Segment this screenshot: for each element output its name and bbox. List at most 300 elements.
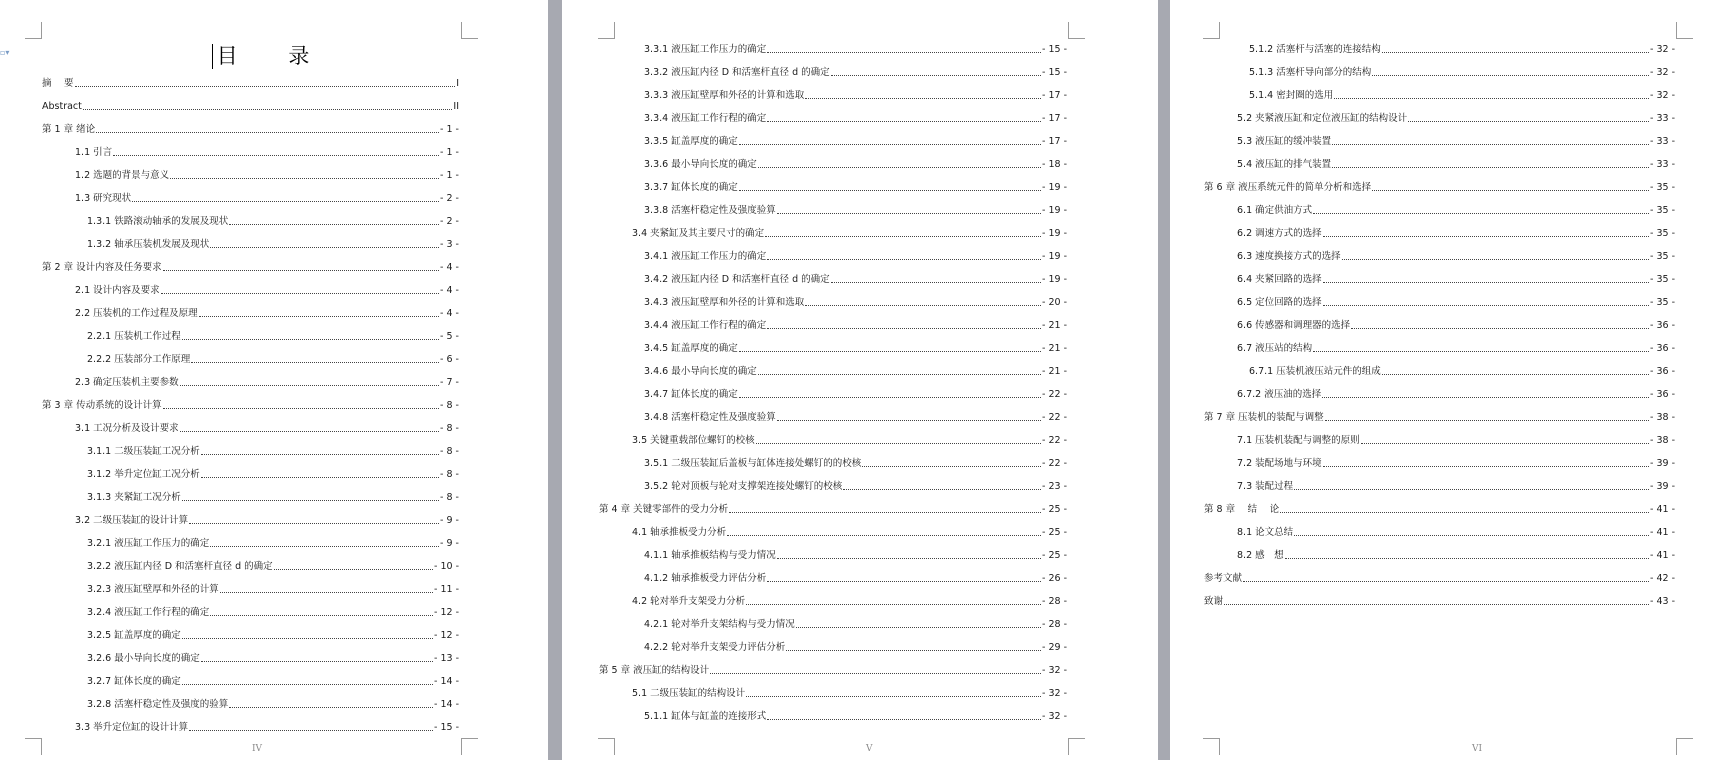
toc-dot-leader <box>831 282 1041 283</box>
toc-dot-leader <box>1372 75 1649 76</box>
toc-entry-title: 2.1 设计内容及要求 <box>75 285 160 296</box>
toc-entry-page: - 39 - <box>1650 481 1675 492</box>
toc-entry[interactable] <box>1237 318 1675 332</box>
margin-corner-mark <box>1676 738 1693 755</box>
toc-entry[interactable] <box>644 180 1067 194</box>
toc-dot-leader <box>83 109 453 110</box>
toc-entry-title: 3.4.1 液压缸工作压力的确定 <box>644 251 767 262</box>
margin-corner-mark <box>461 738 478 755</box>
toc-dot-leader <box>805 305 1041 306</box>
toc-dot-leader <box>182 684 433 685</box>
toc-entry[interactable] <box>599 502 1067 516</box>
toc-entry-title: 5.1 二级压装缸的结构设计 <box>632 688 746 699</box>
text-cursor <box>212 44 213 69</box>
toc-dot-leader <box>189 730 433 731</box>
toc-entry-title: 第 1 章 绪论 <box>42 124 96 135</box>
toc-entry-page: - 4 - <box>440 262 459 273</box>
toc-entry-page: - 35 - <box>1650 205 1675 216</box>
toc-entry-title: 致谢 <box>1204 596 1224 607</box>
toc-dot-leader <box>210 546 439 547</box>
toc-dot-leader <box>767 328 1041 329</box>
toc-dot-leader <box>796 627 1041 628</box>
toc-dot-leader <box>1294 535 1649 536</box>
toc-entry[interactable] <box>87 467 459 481</box>
toc-entry-title: 3.1.1 二级压装缸工况分析 <box>87 446 200 457</box>
toc-entry-title: 1.3.2 轴承压装机发展及现状 <box>87 239 210 250</box>
toc-entry[interactable] <box>87 237 459 251</box>
toc-entry-page: - 21 - <box>1042 366 1067 377</box>
toc-dot-leader <box>739 190 1041 191</box>
toc-entry-page: - 18 - <box>1042 159 1067 170</box>
toc-entry-page: - 25 - <box>1042 527 1067 538</box>
toc-entry-title: 3.2.6 最小导向长度的确定 <box>87 653 200 664</box>
toc-dot-leader <box>777 420 1041 421</box>
margin-corner-mark <box>598 22 615 39</box>
toc-dot-leader <box>710 673 1041 674</box>
toc-entry-title: 4.2.2 轮对举升支架受力评估分析 <box>644 642 786 653</box>
toc-entry-title: 1.3.1 铁路滚动轴承的发展及现状 <box>87 216 229 227</box>
toc-entry-title: 4.2.1 轮对举升支架结构与受力情况 <box>644 619 795 630</box>
toc-entry-page: - 35 - <box>1650 228 1675 239</box>
toc-entry[interactable] <box>42 398 459 412</box>
toc-entry[interactable] <box>1204 180 1675 194</box>
toc-dot-leader <box>777 213 1041 214</box>
toc-dot-leader <box>274 569 433 570</box>
toc-entry-title: 5.3 液压缸的缓冲装置 <box>1237 136 1332 147</box>
toc-entry[interactable] <box>644 617 1067 631</box>
toc-dot-leader <box>1322 397 1649 398</box>
toc-entry-page: I <box>456 78 459 89</box>
toc-dot-leader <box>113 155 439 156</box>
toc-entry-title: 摘 要 <box>42 78 74 89</box>
toc-entry[interactable] <box>87 651 459 665</box>
toc-dot-leader <box>739 144 1041 145</box>
toc-entry[interactable] <box>644 203 1067 217</box>
toc-entry[interactable] <box>1237 249 1675 263</box>
toc-entry-title: 1.1 引言 <box>75 147 113 158</box>
toc-dot-leader <box>132 201 439 202</box>
toc-entry[interactable] <box>1237 548 1675 562</box>
toc-entry-title: 6.2 调速方式的选择 <box>1237 228 1322 239</box>
toc-entry-title: 3.3 举升定位缸的设计计算 <box>75 722 189 733</box>
margin-corner-mark <box>461 22 478 39</box>
toc-entry[interactable] <box>1237 157 1675 171</box>
toc-entry-page: - 19 - <box>1042 274 1067 285</box>
toc-entry[interactable] <box>75 421 459 435</box>
margin-corner-mark <box>1068 22 1085 39</box>
toc-entry[interactable] <box>75 306 459 320</box>
toc-entry[interactable] <box>87 352 459 366</box>
toc-entry-page: - 25 - <box>1042 504 1067 515</box>
margin-corner-mark <box>1203 738 1220 755</box>
toc-entry[interactable] <box>1204 502 1675 516</box>
toc-entry-page: - 35 - <box>1650 297 1675 308</box>
toc-entry-page: - 21 - <box>1042 320 1067 331</box>
toc-entry-title: 第 8 章 结 论 <box>1204 504 1280 515</box>
toc-dot-leader <box>739 351 1041 352</box>
toc-entry-page: - 19 - <box>1042 182 1067 193</box>
toc-dot-leader <box>229 224 439 225</box>
toc-entry-page: - 2 - <box>440 216 459 227</box>
toc-entry[interactable] <box>644 479 1067 493</box>
toc-entry[interactable] <box>644 709 1067 723</box>
toc-entry-page: - 1 - <box>440 170 459 181</box>
toc-entry-title: 3.4.8 活塞杆稳定性及强度验算 <box>644 412 776 423</box>
toc-entry[interactable] <box>87 559 459 573</box>
toc-entry-page: - 22 - <box>1042 435 1067 446</box>
toc-entry-page: - 43 - <box>1650 596 1675 607</box>
toc-entry-title: 3.3.1 液压缸工作压力的确定 <box>644 44 767 55</box>
toc-dot-leader <box>1280 512 1649 513</box>
toc-dot-leader <box>1313 351 1649 352</box>
toc-entry-page: - 9 - <box>440 515 459 526</box>
toc-entry-page: - 41 - <box>1650 504 1675 515</box>
toc-entry-title: 5.1.2 活塞杆与活塞的连接结构 <box>1249 44 1381 55</box>
toc-entry[interactable] <box>632 686 1067 700</box>
toc-entry-page: - 33 - <box>1650 113 1675 124</box>
toc-entry[interactable] <box>632 433 1067 447</box>
toc-entry-title: 2.2.1 压装机工作过程 <box>87 331 181 342</box>
toc-dot-leader <box>786 650 1041 651</box>
toc-entry-page: - 13 - <box>434 653 459 664</box>
toc-entry[interactable] <box>644 640 1067 654</box>
toc-entry[interactable] <box>1237 525 1675 539</box>
toc-entry-page: - 25 - <box>1042 550 1067 561</box>
toc-entry[interactable] <box>75 720 459 734</box>
toc-dot-leader <box>1332 167 1649 168</box>
toc-entry-title: 第 7 章 压装机的装配与调整 <box>1204 412 1324 423</box>
toc-entry[interactable] <box>644 410 1067 424</box>
toc-dot-leader <box>199 316 439 317</box>
toc-entry-page: - 35 - <box>1650 251 1675 262</box>
toc-entry[interactable] <box>644 571 1067 585</box>
toc-dot-leader <box>1382 374 1649 375</box>
toc-dot-leader <box>756 443 1041 444</box>
toc-dot-leader <box>843 489 1041 490</box>
toc-entry[interactable] <box>42 99 459 113</box>
toc-entry[interactable] <box>87 329 459 343</box>
toc-entry-title: 3.2.8 活塞杆稳定性及强度的验算 <box>87 699 229 710</box>
toc-entry[interactable] <box>1237 479 1675 493</box>
toc-entry-page: - 36 - <box>1650 343 1675 354</box>
toc-entry[interactable] <box>644 88 1067 102</box>
toc-entry-title: 3.4.7 缸体长度的确定 <box>644 389 738 400</box>
toc-entry-title: 3.3.8 活塞杆稳定性及强度验算 <box>644 205 776 216</box>
toc-dot-leader <box>767 259 1041 260</box>
toc-dot-leader <box>1224 604 1649 605</box>
toc-dot-leader <box>767 52 1041 53</box>
toc-entry-page: - 32 - <box>1650 44 1675 55</box>
toc-entry-page: - 42 - <box>1650 573 1675 584</box>
toc-entry[interactable] <box>644 318 1067 332</box>
toc-dot-leader <box>767 719 1041 720</box>
toc-entry-page: - 26 - <box>1042 573 1067 584</box>
page-number: IV <box>252 744 263 754</box>
toc-entry-title: 5.2 夹紧液压缸和定位液压缸的结构设计 <box>1237 113 1408 124</box>
toc-entry-title: 5.4 液压缸的排气装置 <box>1237 159 1332 170</box>
toc-entry-page: - 17 - <box>1042 113 1067 124</box>
toc-dot-leader <box>182 638 433 639</box>
toc-entry[interactable] <box>1237 433 1675 447</box>
toc-entry-page: - 32 - <box>1650 90 1675 101</box>
toc-entry[interactable] <box>1204 410 1675 424</box>
toc-entry[interactable] <box>1237 203 1675 217</box>
toc-entry-title: 3.4.4 液压缸工作行程的确定 <box>644 320 767 331</box>
toc-entry-title: 3.3.4 液压缸工作行程的确定 <box>644 113 767 124</box>
toc-dot-leader <box>729 512 1041 513</box>
toc-entry[interactable] <box>1204 571 1675 585</box>
toc-entry[interactable] <box>644 134 1067 148</box>
toc-dot-leader <box>758 374 1041 375</box>
toc-entry[interactable] <box>75 513 459 527</box>
toc-dot-leader <box>777 558 1041 559</box>
toc-dot-leader <box>1351 328 1649 329</box>
toc-dot-leader <box>201 454 439 455</box>
toc-entry-title: 5.1.1 缸体与缸盖的连接形式 <box>644 711 767 722</box>
toc-dot-leader <box>163 408 439 409</box>
toc-entry-page: - 8 - <box>440 469 459 480</box>
toc-entry[interactable] <box>644 65 1067 79</box>
toc-entry-page: - 1 - <box>440 147 459 158</box>
toc-entry-title: 3.1.3 夹紧缸工况分析 <box>87 492 181 503</box>
toc-entry-title: 4.1 轴承推板受力分析 <box>632 527 727 538</box>
toc-entry[interactable] <box>1249 364 1675 378</box>
margin-corner-mark <box>25 22 42 39</box>
toc-entry-page: - 19 - <box>1042 251 1067 262</box>
toc-entry[interactable] <box>1249 88 1675 102</box>
toc-dot-leader <box>180 385 439 386</box>
toc-dot-leader <box>189 523 439 524</box>
toc-entry-title: 3.5 关键重载部位螺钉的校核 <box>632 435 755 446</box>
toc-entry-title: 3.3.2 液压缸内径 D 和活塞杆直径 d 的确定 <box>644 67 830 78</box>
toc-entry[interactable] <box>644 387 1067 401</box>
toc-entry[interactable] <box>87 628 459 642</box>
toc-entry-page: - 41 - <box>1650 527 1675 538</box>
toc-dot-leader <box>739 397 1041 398</box>
toc-dot-leader <box>1323 236 1649 237</box>
toc-entry-title: 第 5 章 液压缸的结构设计 <box>599 665 710 676</box>
toc-entry-page: - 38 - <box>1650 435 1675 446</box>
toc-entry-title: 6.7.1 压装机液压站元件的组成 <box>1249 366 1381 377</box>
toc-entry-page: - 32 - <box>1042 688 1067 699</box>
toc-entry-title: 3.4 夹紧缸及其主要尺寸的确定 <box>632 228 765 239</box>
toc-entry[interactable] <box>1249 65 1675 79</box>
toc-entry[interactable] <box>632 226 1067 240</box>
toc-entry-title: 1.2 选题的背景与意义 <box>75 170 170 181</box>
toc-dot-leader <box>1334 98 1649 99</box>
toc-entry-title: 3.2 二级压装缸的设计计算 <box>75 515 189 526</box>
toc-entry[interactable] <box>1237 341 1675 355</box>
toc-entry[interactable] <box>1237 456 1675 470</box>
toc-entry-title: 3.2.1 液压缸工作压力的确定 <box>87 538 210 549</box>
toc-entry[interactable] <box>1237 387 1675 401</box>
toc-entry-page: - 28 - <box>1042 619 1067 630</box>
toc-entry[interactable] <box>87 214 459 228</box>
toc-entry[interactable] <box>644 272 1067 286</box>
toc-dot-leader <box>1332 144 1649 145</box>
toc-entry-page: - 15 - <box>1042 44 1067 55</box>
toc-entry-page: - 22 - <box>1042 458 1067 469</box>
toc-entry[interactable] <box>1204 594 1675 608</box>
toc-entry-title: 第 4 章 关键零部件的受力分析 <box>599 504 729 515</box>
toc-dot-leader <box>1325 420 1649 421</box>
toc-entry[interactable] <box>1237 134 1675 148</box>
toc-entry-title: 2.3 确定压装机主要参数 <box>75 377 179 388</box>
toc-entry-title: 3.4.6 最小导向长度的确定 <box>644 366 757 377</box>
toc-dot-leader <box>746 696 1041 697</box>
toc-dot-leader <box>163 270 439 271</box>
toc-dot-leader <box>210 615 433 616</box>
toc-entry[interactable] <box>87 444 459 458</box>
toc-entry[interactable] <box>644 341 1067 355</box>
toc-entry-page: - 35 - <box>1650 274 1675 285</box>
toc-entry-title: 3.4.5 缸盖厚度的确定 <box>644 343 738 354</box>
toc-entry-page: - 32 - <box>1042 711 1067 722</box>
toc-dot-leader <box>767 121 1041 122</box>
toc-entry-page: - 14 - <box>434 699 459 710</box>
toc-entry-title: 8.2 感 想 <box>1237 550 1284 561</box>
toc-entry-title: 6.7 液压站的结构 <box>1237 343 1313 354</box>
toc-dot-leader <box>805 98 1041 99</box>
toc-entry-page: - 10 - <box>434 561 459 572</box>
toc-entry[interactable] <box>1237 272 1675 286</box>
toc-entry-page: - 22 - <box>1042 389 1067 400</box>
toc-dot-leader <box>862 466 1041 467</box>
toc-dot-leader <box>1323 466 1649 467</box>
toc-dot-leader <box>1323 305 1649 306</box>
toc-entry-title: 3.3.7 缸体长度的确定 <box>644 182 738 193</box>
toc-entry-page: - 15 - <box>1042 67 1067 78</box>
page-number: V <box>866 744 873 754</box>
margin-corner-mark <box>1203 22 1220 39</box>
toc-entry-title: 7.1 压装机装配与调整的原则 <box>1237 435 1360 446</box>
toc-entry-title: 7.3 装配过程 <box>1237 481 1294 492</box>
toc-entry[interactable] <box>42 260 459 274</box>
toc-entry-page: - 22 - <box>1042 412 1067 423</box>
toc-entry-page: II <box>453 101 459 112</box>
toc-entry-title: 参考文献 <box>1204 573 1243 584</box>
toc-entry[interactable] <box>1237 295 1675 309</box>
toc-entry[interactable] <box>1249 42 1675 56</box>
toc-entry-page: - 19 - <box>1042 205 1067 216</box>
toc-entry[interactable] <box>75 375 459 389</box>
toc-entry[interactable] <box>644 364 1067 378</box>
toc-entry-title: 3.2.5 缸盖厚度的确定 <box>87 630 181 641</box>
toc-title: 目 录 <box>216 44 332 68</box>
toc-entry-page: - 12 - <box>434 630 459 641</box>
toc-entry-page: - 32 - <box>1650 67 1675 78</box>
toc-entry-page: - 36 - <box>1650 366 1675 377</box>
toc-entry[interactable] <box>87 697 459 711</box>
toc-dot-leader <box>75 86 456 87</box>
toc-entry-page: - 6 - <box>440 354 459 365</box>
toc-entry-title: 5.1.3 活塞杆导向部分的结构 <box>1249 67 1372 78</box>
toc-entry-title: 3.3.5 缸盖厚度的确定 <box>644 136 738 147</box>
margin-corner-mark <box>25 738 42 755</box>
toc-entry-title: 8.1 论文总结 <box>1237 527 1294 538</box>
toc-entry[interactable] <box>87 605 459 619</box>
toc-entry-page: - 15 - <box>434 722 459 733</box>
toc-entry-page: - 38 - <box>1650 412 1675 423</box>
toc-entry-title: 4.1.1 轴承推板结构与受力情况 <box>644 550 776 561</box>
toc-entry-title: 3.2.2 液压缸内径 D 和活塞杆直径 d 的确定 <box>87 561 273 572</box>
toc-entry[interactable] <box>599 663 1067 677</box>
toc-entry[interactable] <box>42 76 459 90</box>
toc-entry-title: 2.2 压装机的工作过程及原理 <box>75 308 198 319</box>
toc-entry-page: - 28 - <box>1042 596 1067 607</box>
toc-dot-leader <box>1372 190 1649 191</box>
toc-dot-leader <box>1294 489 1649 490</box>
toc-entry[interactable] <box>644 111 1067 125</box>
margin-corner-mark <box>1676 22 1693 39</box>
toc-entry-title: 6.7.2 液压油的选择 <box>1237 389 1322 400</box>
toc-entry-title: 第 6 章 液压系统元件的简单分析和选择 <box>1204 182 1372 193</box>
toc-entry[interactable] <box>42 122 459 136</box>
toc-entry-page: - 36 - <box>1650 320 1675 331</box>
toc-dot-leader <box>201 477 439 478</box>
toc-dot-leader <box>170 178 439 179</box>
toc-entry[interactable] <box>632 594 1067 608</box>
toc-entry[interactable] <box>75 168 459 182</box>
toc-entry[interactable] <box>644 456 1067 470</box>
toc-entry[interactable] <box>644 295 1067 309</box>
toc-dot-leader <box>182 339 439 340</box>
toc-entry-title: Abstract <box>42 101 82 112</box>
toc-entry[interactable] <box>87 536 459 550</box>
toc-entry[interactable] <box>644 548 1067 562</box>
toc-entry-page: - 7 - <box>440 377 459 388</box>
toc-entry[interactable] <box>87 674 459 688</box>
document-page-2 <box>562 0 1158 760</box>
toc-entry-page: - 41 - <box>1650 550 1675 561</box>
toc-entry[interactable] <box>1237 226 1675 240</box>
page-number: VI <box>1472 744 1483 754</box>
toc-entry-title: 3.5.1 二级压装缸后盖板与缸体连接处螺钉的的校核 <box>644 458 862 469</box>
toc-dot-leader <box>1382 52 1649 53</box>
toc-entry-title: 3.3.6 最小导向长度的确定 <box>644 159 757 170</box>
toc-entry[interactable] <box>87 490 459 504</box>
toc-entry[interactable] <box>87 582 459 596</box>
toc-entry[interactable] <box>75 283 459 297</box>
toc-entry[interactable] <box>632 525 1067 539</box>
toc-entry-title: 3.1 工况分析及设计要求 <box>75 423 179 434</box>
toc-entry-page: - 8 - <box>440 446 459 457</box>
toc-entry[interactable] <box>644 249 1067 263</box>
toc-entry[interactable] <box>644 42 1067 56</box>
toc-entry-title: 6.6 传感器和调理器的选择 <box>1237 320 1351 331</box>
toc-dot-leader <box>1243 581 1649 582</box>
toc-dot-leader <box>831 75 1041 76</box>
toc-entry-title: 3.3.3 液压缸壁厚和外径的计算和选取 <box>644 90 805 101</box>
document-page-3 <box>1170 0 1715 760</box>
toc-entry-title: 3.4.3 液压缸壁厚和外径的计算和选取 <box>644 297 805 308</box>
toc-entry[interactable] <box>75 145 459 159</box>
toc-entry[interactable] <box>75 191 459 205</box>
toc-dot-leader <box>1361 443 1649 444</box>
toc-entry[interactable] <box>644 157 1067 171</box>
toc-entry-page: - 21 - <box>1042 343 1067 354</box>
toc-entry-title: 2.2.2 压装部分工作原理 <box>87 354 191 365</box>
toc-entry-page: - 3 - <box>440 239 459 250</box>
toc-entry[interactable] <box>1237 111 1675 125</box>
toc-dot-leader <box>765 236 1041 237</box>
paragraph-options-icon[interactable]: ▫▾ <box>0 48 10 57</box>
toc-dot-leader <box>210 247 439 248</box>
toc-dot-leader <box>1342 259 1649 260</box>
toc-dot-leader <box>220 592 433 593</box>
toc-entry-title: 4.2 轮对举升支架受力分析 <box>632 596 746 607</box>
toc-entry-title: 6.4 夹紧回路的选择 <box>1237 274 1322 285</box>
